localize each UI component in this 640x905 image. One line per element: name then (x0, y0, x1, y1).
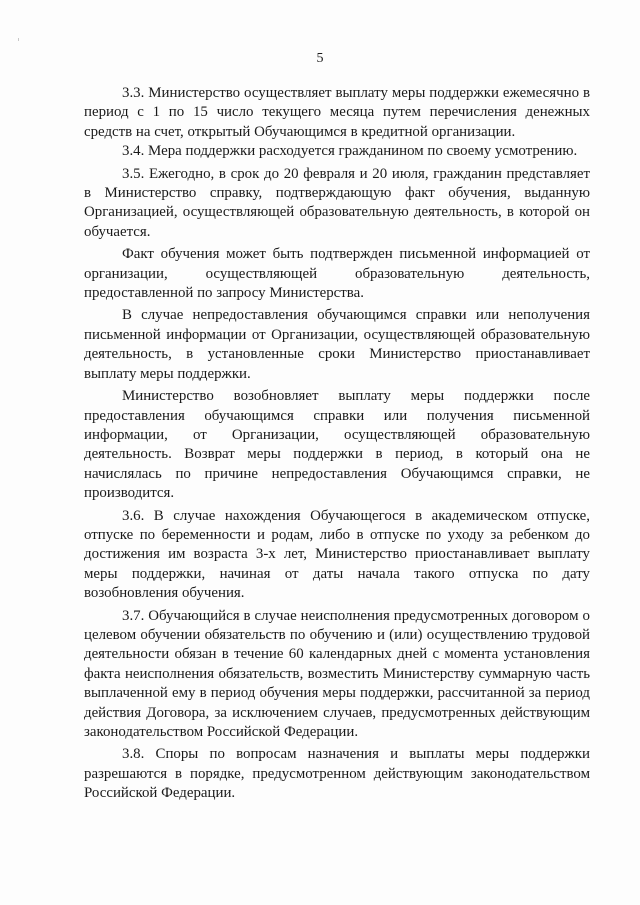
paragraph-3-6: 3.6. В случае нахождения Обучающегося в академическом отпуске, отпуске по беременности и родам, либо в отпуске по уходу за ребенком до достижения им возраста 3-х лет, Министерство приостанавливает выплату меры поддержки, начиная от даты начала такого отпуска по дату возобновления обучения. (84, 507, 590, 602)
scan-edge-mark (18, 38, 19, 41)
page-number: 5 (316, 51, 324, 66)
paragraph-3-7: 3.7. Обучающийся в случае неисполнения предусмотренных договором о целевом обучении обязательств по обучению и (или) осуществлению трудовой деятельности обязан в течение 60 календарных дней с момента установления факта неисполнения обязательств, возместить Министерству суммарную часть выплаченной ему в период обучения меры поддержки, рассчитанной за период действия Договора, за исключением случаев, предусмотренных действующим законодательством Российской Федерации. (84, 607, 590, 740)
paragraph-3-5: 3.5. Ежегодно, в срок до 20 февраля и 20 июля, гражданин представляет в Министерство справку, подтверждающую факт обучения, выданную Организацией, осуществляющей образовательную деятельность, в которой он обучается. (84, 165, 590, 240)
paragraph-resumption: Министерство возобновляет выплату меры поддержки после предоставления обучающимся справки или получения письменной информации, от Организации, осуществляющей образовательную деятельность. Возврат меры поддержки в период, в который она не начислялась по причине непредоставления Обучающимся справки, не производится. (84, 388, 590, 502)
paragraph-3-3: 3.3. Министерство осуществляет выплату меры поддержки ежемесячно в период с 1 по 15 число текущего месяца путем перечисления денежных средств на счет, открытый Обучающимся в кредитной организации. (84, 85, 590, 140)
paragraph-3-4: 3.4. Мера поддержки расходуется гражданином по своему усмотрению. (122, 143, 578, 160)
document-body (84, 84, 590, 804)
paragraph-fact-of-study: Факт обучения может быть подтвержден письменной информацией от организации, осуществляющей образовательную деятельность, предоставленной по запросу Министерства. (84, 246, 590, 302)
paragraph-3-8: 3.8. Споры по вопросам назначения и выплаты меры поддержки разрешаются в порядке, предусмотренном действующим законодательством Российской Федерации. (84, 746, 590, 802)
paragraph-non-provision: В случае непредоставления обучающимся справки или неполучения письменной информации от Организации, осуществляющей образовательную деятельность, в установленные сроки Министерство приостанавливает выплату меры поддержки. (84, 307, 590, 382)
